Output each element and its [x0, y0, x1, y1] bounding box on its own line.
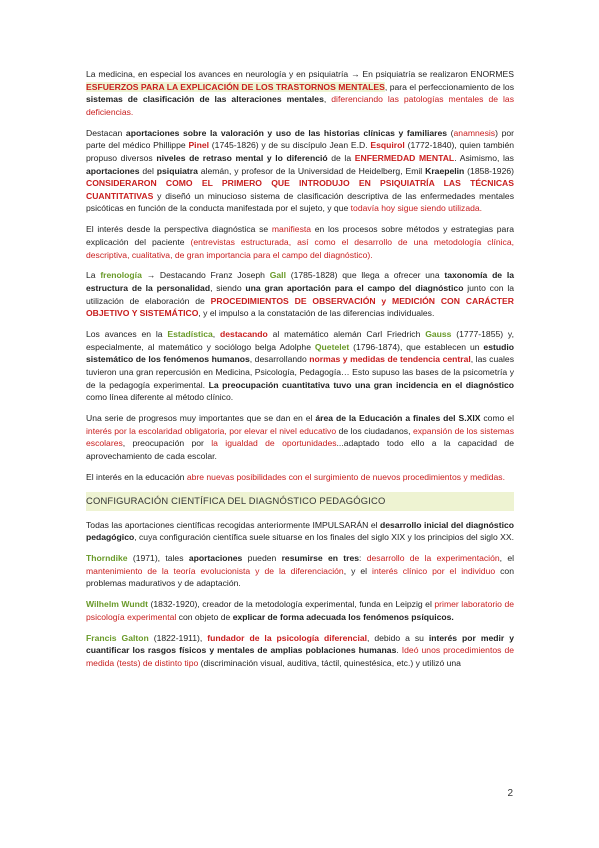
text: (1745-1826) y de su discípulo Jean E.D.: [209, 140, 371, 151]
text: (1796-1874), que establecen un: [349, 341, 484, 352]
text: (1832-1920), creador de la metodología experimental, funda en Leipzig el: [147, 599, 435, 610]
text: , debido a su: [367, 632, 429, 643]
text: (1772-1840), quien también propuso diversos: [86, 140, 514, 163]
paragraph-medicina: [86, 68, 514, 118]
text: ,: [212, 329, 221, 340]
text: y diseñó un minucioso sistema de clasificación descriptiva de las enfermedades mentales psicóticas en función de la conducta manifestada por el sujeto, y que: [86, 190, 514, 214]
paragraph-thorndike: [86, 552, 514, 590]
text: Una serie de progresos muy importantes que se dan en el: [86, 413, 316, 424]
paragraph-estadistica: [86, 328, 514, 404]
highlight-text: interés por la escolaridad obligatoria, por elevar el nivel educativo: [86, 425, 337, 436]
topic-term: frenología: [100, 270, 142, 281]
author-name: Francis Galton: [86, 632, 149, 643]
text: en los procesos sobre métodos y estrategias para explicación del paciente: [86, 224, 514, 247]
author-name: Quetelet: [314, 341, 350, 352]
highlight-text: expansión de los sistemas escolares: [86, 425, 514, 449]
text: . Asimismo, las: [454, 152, 514, 163]
emphasis-text: una gran aportación para el campo del diagnóstico: [245, 283, 464, 294]
text: (discriminación visual, auditiva, táctil, quinestésica, etc.) y utilizó una: [198, 658, 461, 669]
emphasis-text: sistemas de clasificación de las alteraciones mentales: [86, 94, 324, 105]
highlight-text: todavía hoy sigue siendo utilizada.: [350, 203, 483, 214]
text: , las cuales tuvieron una gran repercusión en Medicina, Psicología, Pedagogía… Esto supuso las bases de la psicometría y de la pedagogía experimental.: [86, 354, 514, 390]
author-name: Pinel: [188, 140, 209, 151]
text: alemán, y profesor de la Universidad de Heidelberg, Emil: [197, 165, 426, 176]
text: El interés desde la perspectiva diagnóstica se: [86, 224, 272, 235]
author-name: Kraepelin: [425, 165, 465, 176]
paragraph-pinel-esquirol-kraepelin: [86, 127, 514, 215]
paragraph-perspectiva-diagnostica: [86, 223, 514, 261]
highlight-text: Ideó unos procedimientos de medida (tests) de distinto tipo: [86, 645, 515, 669]
emphasis-text: aportaciones: [86, 165, 140, 176]
emphasis-text: interés por medir y cuantificar los rasgos físicos y mentales de amplias poblaciones humanas: [86, 632, 514, 656]
emphasis-text: aportaciones: [188, 553, 243, 564]
emphasis-text: taxonomía de la estructura de la personalidad: [86, 270, 515, 294]
highlight-text: abre nuevas posibilidades con el surgimiento de nuevos procedimientos y medidas.: [186, 471, 505, 482]
text: (1822-1911),: [148, 632, 208, 643]
text: → Destacando Franz Joseph: [141, 270, 270, 281]
text: (1971), tales: [127, 553, 189, 564]
text: de los ciudadanos,: [336, 425, 413, 436]
paragraph-wundt: [86, 598, 514, 623]
highlight-text: primer laboratorio de psicología experimental: [86, 599, 515, 622]
author-name: Thorndike: [86, 553, 128, 564]
text: del: [139, 165, 157, 176]
section-heading: CONFIGURACIÓN CIENTÍFICA DEL DIAGNÓSTICO PEDAGÓGICO: [86, 492, 514, 511]
emphasis-text: PROCEDIMIENTOS DE OBSERVACIÓN y MEDICIÓN CON CARÁCTER OBJETIVO Y SISTEMÁTICO: [86, 295, 514, 319]
emphasis-text: área de la Educación a finales del S.XIX: [315, 413, 481, 424]
text: junto con la utilización de elaboración de: [86, 283, 515, 306]
text: ...adaptado todo ello a la capacidad de aprovechamiento de cada escolar.: [86, 438, 514, 461]
highlight-text: la igualdad de oportunidades: [211, 438, 337, 449]
emphasis-text: estudio sistemático de los fenómenos humanos: [86, 341, 514, 365]
emphasis-text: fundador de la psicología diferencial: [207, 632, 368, 643]
text: con problemas madurativos y de adaptación.: [86, 565, 514, 589]
text: Todas las aportaciones científicas recogidas anteriormente IMPULSARÁN el: [86, 519, 380, 530]
text: , desarrollando: [249, 354, 310, 365]
text: Destacan: [86, 127, 126, 138]
emphasis-text: ESFUERZOS PARA LA EXPLICACIÓN DE LOS TRASTORNOS MENTALES: [86, 81, 385, 92]
highlight-text: interés clínico por el individuo: [372, 565, 496, 576]
author-name: Wilhelm Wundt: [86, 599, 148, 610]
text: (1858-1926): [464, 165, 515, 176]
paragraph-interes-educacion: [86, 471, 514, 484]
text: pueden: [242, 553, 282, 564]
text: La medicina, en especial los avances en neurología y en psiquiatría → En psiquiatría se realizaron ENORMES: [86, 69, 514, 79]
highlight-text: diferenciando las patologías mentales de las deficiencias.: [86, 94, 514, 117]
emphasis-text: destacando: [220, 329, 268, 340]
text: (1777-1855) y, especialmente, al matemático y sociólogo belga Adolphe: [86, 329, 514, 352]
emphasis-text: resumirse en tres: [281, 553, 360, 564]
text: con objeto de: [176, 611, 233, 622]
author-name: Esquirol: [370, 140, 405, 151]
text: ) por parte del médico Phillippe: [86, 127, 514, 151]
emphasis-text: desarrollo inicial del diagnóstico pedagógico: [86, 519, 514, 543]
text: al matemático alemán Carl Friedrich: [267, 329, 426, 340]
emphasis-text: niveles de retraso mental y lo diferenció: [156, 152, 328, 163]
emphasis-text: aportaciones sobre la valoración y uso de las historias clínicas y familiares: [125, 127, 448, 138]
page-number: 2: [507, 788, 513, 799]
text: Los avances en la: [86, 329, 168, 340]
page-content: [86, 68, 514, 678]
paragraph-educacion-siglo-xix: [86, 412, 514, 462]
text: , el: [499, 553, 515, 564]
text: como línea diferente al método clínico.: [86, 392, 234, 403]
text: , siendo: [210, 283, 246, 294]
emphasis-text: CONSIDERARON COMO EL PRIMERO QUE INTRODUJO EN PSIQUIATRÍA LAS TÉCNICAS CUANTITATIVAS: [86, 178, 514, 201]
text: , para el perfeccionamiento de los: [384, 81, 515, 92]
topic-term: Estadística: [167, 329, 213, 340]
text: , cuya configuración científica suele situarse en los finales del siglo XIX y los principios del siglo XX.: [134, 532, 514, 543]
text: de la: [327, 152, 355, 163]
text: El interés en la educación: [86, 471, 187, 482]
emphasis-text: normas y medidas de tendencia central: [309, 354, 471, 365]
highlight-text: (entrevistas estructurada, así como el desarrollo de una metodología clínica, descriptiva, cualitativa, de gran importancia para el campo del diagnóstico).: [86, 236, 514, 260]
highlight-text: manifiesta: [271, 224, 312, 235]
text: :: [359, 553, 367, 564]
paragraph-aportaciones: [86, 519, 514, 544]
paragraph-galton: [86, 632, 514, 670]
text: La: [86, 270, 101, 281]
highlight-text: anamnesis: [453, 127, 496, 138]
author-name: Gall: [269, 270, 286, 281]
emphasis-text: ENFERMEDAD MENTAL: [354, 152, 455, 163]
text: .: [396, 645, 402, 656]
text: (1785-1828) que llega a ofrecer una: [285, 270, 445, 281]
emphasis-text: La preocupación cuantitativa tuvo una gran incidencia en el diagnóstico: [208, 379, 514, 390]
text: , y el impulso a la constatación de las diferencias individuales.: [198, 308, 435, 319]
emphasis-text: psiquiatra: [156, 165, 198, 176]
highlight-text: mantenimiento de la teoría evolucionista y de la diferenciación: [86, 565, 344, 576]
text: , preocupación por: [122, 438, 212, 449]
text: como el: [480, 413, 514, 424]
text: ,: [323, 94, 332, 105]
paragraph-frenologia: [86, 269, 514, 319]
author-name: Gauss: [425, 329, 452, 340]
text: (: [447, 127, 454, 138]
emphasis-text: explicar de forma adecuada los fenómenos psíquicos.: [232, 611, 454, 622]
highlight-text: desarrollo de la experimentación: [366, 553, 500, 564]
text: , y el: [343, 565, 373, 576]
